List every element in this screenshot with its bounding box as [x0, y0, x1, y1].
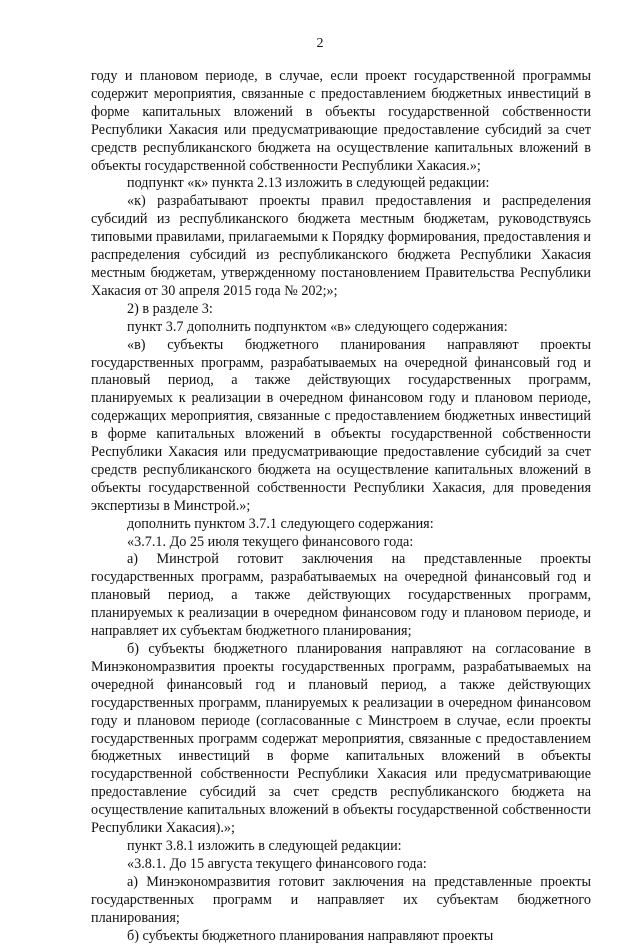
paragraph-4: 2) в разделе 3: [91, 301, 591, 319]
paragraph-3: «к) разрабатывают проекты правил предоставления и распределения субсидий из республиканского бюджета местным бюджетам, руководствуясь типовыми правилами, прилагаемыми к Порядку формирования, предоставления и распределения субсидий из республиканского бюджета Республики Хакасия местным бюджетам, утвержденному постановлением Правительства Республики Хакасия от 30 апреля 2015 года № 202;»; [91, 193, 591, 300]
paragraph-12: «3.8.1. До 15 августа текущего финансового года: [91, 856, 591, 874]
paragraph-11: пункт 3.8.1 изложить в следующей редакции: [91, 838, 591, 856]
paragraph-1: году и плановом периоде, в случае, если проект государственной программы содержит мероприятия, связанные с предоставлением бюджетных инвестиций в форме капитальных вложений в объекты государственной собственности Республики Хакасия или предусматривающие предоставление субсидий за счет средств республиканского бюджета на осуществление капитальных вложений в объекты государственной собственности Республики Хакасия.»; [91, 68, 591, 175]
document-body [91, 68, 591, 945]
paragraph-13: а) Минэкономразвития готовит заключения на представленные проекты государственных программ и направляет их субъектам бюджетного планирования; [91, 874, 591, 928]
paragraph-6: «в) субъекты бюджетного планирования направляют проекты государственных программ, разрабатываемых на очередной финансовый год и плановый период, а также действующих государственных программ, планируемых к реализации в очередном финансовом году и плановом периоде, содержащих мероприятия, связанные с предоставлением бюджетных инвестиций в форме капитальных вложений в объекты государственной собственности Республики Хакасия или предусматривающие предоставление субсидий за счет средств республиканского бюджета на осуществление капитальных вложений в объекты государственной собственности Республики Хакасия, для проведения экспертизы в Минстрой.»; [91, 337, 591, 516]
paragraph-2: подпункт «к» пункта 2.13 изложить в следующей редакции: [91, 175, 591, 193]
paragraph-14: б) субъекты бюджетного планирования направляют проекты [91, 928, 591, 945]
paragraph-7: дополнить пунктом 3.7.1 следующего содержания: [91, 516, 591, 534]
page-number: 2 [0, 36, 640, 52]
paragraph-10: б) субъекты бюджетного планирования направляют на согласование в Минэкономразвития проекты государственных программ, разрабатываемых на очередной финансовый год и плановый период, а также действующих государственных программ, планируемых к реализации в очередном финансовом году и плановом периоде (согласованные с Минстроем в случае, если проекты государственных программ содержат мероприятия, связанные с предоставлением бюджетных инвестиций в форме капитальных вложений в объекты государственной собственности Республики Хакасия или предусматривающие предоставление субсидий за счет средств республиканского бюджета на осуществление капитальных вложений в объекты государственной собственности Республики Хакасия).»; [91, 641, 591, 838]
paragraph-9: а) Минстрой готовит заключения на представленные проекты государственных программ, разрабатываемых на очередной финансовый год и плановый период, а также действующих государственных программ, планируемых к реализации в очередном финансовом году и плановом периоде, и направляет их субъектам бюджетного планирования; [91, 551, 591, 641]
paragraph-5: пункт 3.7 дополнить подпунктом «в» следующего содержания: [91, 319, 591, 337]
paragraph-8: «3.7.1. До 25 июля текущего финансового года: [91, 534, 591, 552]
